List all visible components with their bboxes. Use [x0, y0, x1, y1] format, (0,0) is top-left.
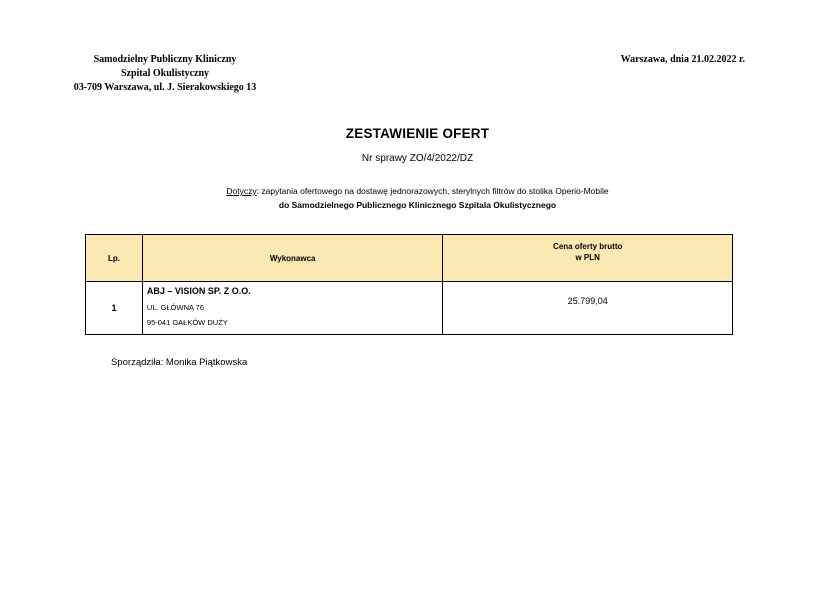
row-lp: 1 [86, 282, 143, 335]
concerns-line2: do Samodzielnego Publicznego Klinicznego Szpitala Okulistycznego [278, 200, 557, 210]
concerns-block [0, 184, 835, 212]
table-row [86, 282, 733, 335]
org-name-line2: Szpital Okulistyczny [120, 68, 210, 79]
header-price-line1: Cena oferty brutto [553, 242, 623, 251]
table-header-row [86, 235, 733, 282]
document-date: Warszawa, dnia 21.02.2022 r. [620, 54, 745, 65]
concerns-text: : zapytania ofertowego na dostawę jednorazowych, sterylnych filtrów do stolika Operio-Mobile [256, 186, 609, 196]
header-lp: Lp. [86, 235, 143, 282]
row-price: 25.799,04 [443, 282, 733, 335]
offers-table [85, 234, 733, 335]
case-number: Nr sprawy ZO/4/2022/DZ [361, 153, 474, 164]
concerns-label: Dotyczy [226, 186, 257, 196]
org-name-line1: Samodzielny Publiczny Kliniczny [93, 54, 237, 65]
header-contractor: Wykonawca [142, 235, 443, 282]
header-price [443, 235, 733, 282]
org-address: 03-709 Warszawa, ul. J. Sierakowskiego 13 [73, 82, 257, 93]
contractor-name: ABJ – VISION SP. Z O.O. [146, 286, 251, 296]
contractor-city: 95-041 GAŁKÓW DUŻY [146, 318, 228, 327]
header-price-line2: w PLN [575, 253, 600, 262]
row-contractor [142, 282, 443, 335]
contractor-street: UL. GŁÓWNA 76 [146, 303, 205, 312]
document-title: ZESTAWIENIE OFERT [345, 126, 490, 141]
prepared-by: Sporządziła: Monika Piątkowska [111, 357, 248, 368]
organization-block [60, 53, 270, 95]
concerns-line1 [0, 184, 835, 198]
